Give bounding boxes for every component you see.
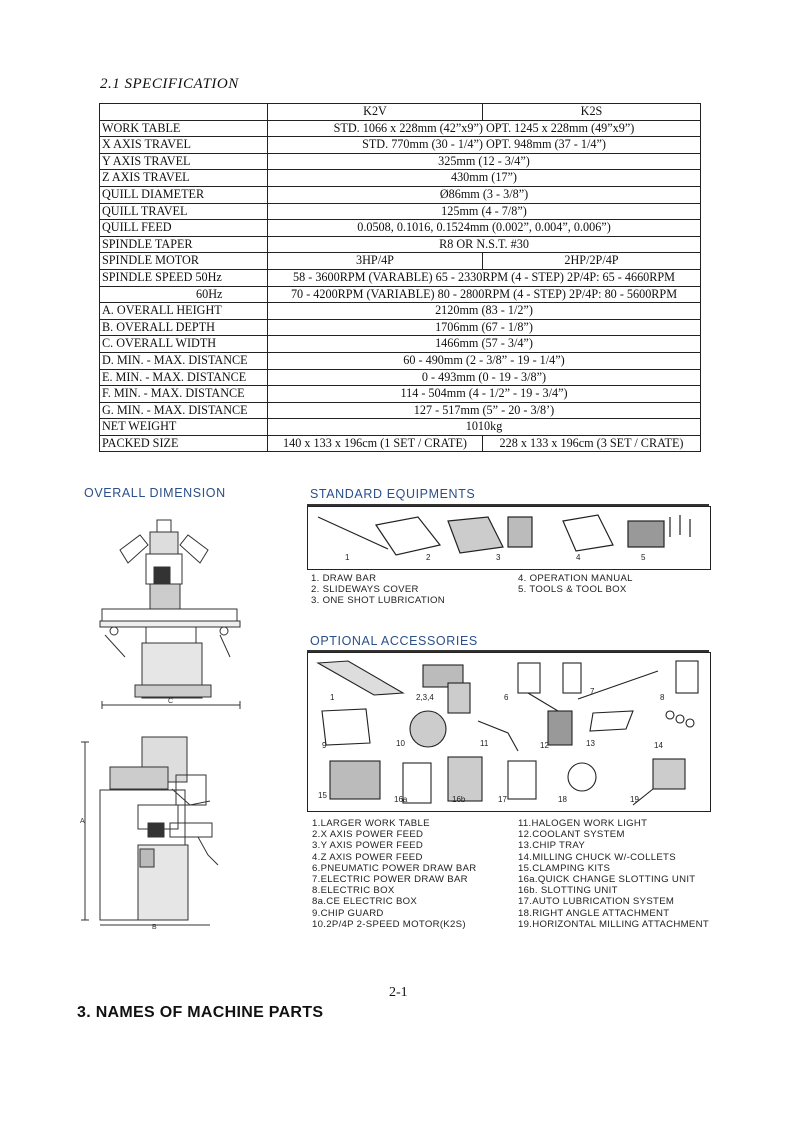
row-label: NET WEIGHT	[100, 419, 268, 436]
table-row	[100, 203, 701, 220]
list-item: 17.AUTO LUBRICATION SYSTEM	[518, 896, 675, 908]
section-title: 2.1 SPECIFICATION	[100, 76, 239, 92]
slideways-cover-icon	[376, 517, 440, 555]
row-value: 0 - 493mm (0 - 19 - 3/8”)	[268, 369, 701, 386]
row-label: SPINDLE MOTOR	[100, 253, 268, 270]
row-value: 325mm (12 - 3/4”)	[268, 153, 701, 170]
opt-fig-num: 10	[396, 739, 405, 748]
table-row	[100, 236, 701, 253]
list-item: 8.ELECTRIC BOX	[312, 885, 395, 897]
list-item: 2. SLIDEWAYS COVER	[311, 584, 419, 596]
opt-fig-num: 16b	[452, 795, 466, 804]
opt-fig-num: 15	[318, 791, 327, 800]
list-item: 19.HORIZONTAL MILLING ATTACHMENT	[518, 918, 710, 930]
row-label: E. MIN. - MAX. DISTANCE	[100, 369, 268, 386]
row-value: STD. 770mm (30 - 1/4”) OPT. 948mm (37 - 1/4”)	[268, 137, 701, 154]
optional-accessories-list-right	[518, 818, 709, 930]
row-value-k2s: 2HP/2P/4P	[483, 253, 701, 270]
table-row	[100, 319, 701, 336]
std-fig-num: 3	[496, 553, 501, 562]
chip-tray-icon	[590, 711, 633, 731]
opt-fig-num: 19	[630, 795, 639, 804]
row-label: QUILL TRAVEL	[100, 203, 268, 220]
list-item: 15.CLAMPING KITS	[518, 862, 611, 874]
list-item: 3.Y AXIS POWER FEED	[312, 840, 424, 852]
standard-equipments-list-right	[518, 573, 633, 595]
page-number: 2-1	[389, 985, 408, 1000]
head-dark	[154, 567, 170, 583]
optional-accessories-figure	[307, 652, 711, 812]
horizontal-milling-icon	[653, 759, 685, 789]
chip-guard-icon	[322, 709, 370, 745]
table-row	[100, 336, 701, 353]
list-item: 12.COOLANT SYSTEM	[518, 829, 625, 841]
list-item: 16a.QUICK CHANGE SLOTTING UNIT	[518, 874, 696, 886]
table-row	[100, 386, 701, 403]
row-label: C. OVERALL WIDTH	[100, 336, 268, 353]
side-ram	[110, 767, 168, 789]
table-row	[100, 419, 701, 436]
table-row	[100, 186, 701, 203]
row-label: D. MIN. - MAX. DISTANCE	[100, 352, 268, 369]
row-label: A. OVERALL HEIGHT	[100, 303, 268, 320]
opt-fig-num: 8	[660, 693, 665, 702]
row-label: F. MIN. - MAX. DISTANCE	[100, 386, 268, 403]
optional-accessories-heading: OPTIONAL ACCESSORIES	[310, 634, 478, 648]
row-value: 127 - 517mm (5” - 20 - 3/8’)	[268, 402, 701, 419]
row-value: 430mm (17”)	[268, 170, 701, 187]
list-item: 18.RIGHT ANGLE ATTACHMENT	[518, 907, 670, 919]
opt-fig-num: 2,3,4	[416, 693, 434, 702]
opt-fig-num: 17	[498, 795, 507, 804]
table-header-cell	[100, 104, 268, 121]
list-item: 14.MILLING CHUCK W/-COLLETS	[518, 851, 676, 863]
opt-fig-num: 14	[654, 741, 663, 750]
table-row	[100, 369, 701, 386]
row-value: 2120mm (83 - 1/2”)	[268, 303, 701, 320]
standard-equipments-illustration	[308, 507, 710, 569]
table-header-cell: K2V	[268, 104, 483, 121]
opt-fig-num: 18	[558, 795, 567, 804]
row-value: 1010kg	[268, 419, 701, 436]
row-label: QUILL FEED	[100, 220, 268, 237]
table-row	[100, 303, 701, 320]
list-item: 3. ONE SHOT LUBRICATION	[311, 595, 445, 607]
row-value: Ø86mm (3 - 3/8”)	[268, 186, 701, 203]
list-item: 13.CHIP TRAY	[518, 840, 586, 852]
row-value: 58 - 3600RPM (VARABLE) 65 - 2330RPM (4 - STEP) 2P/4P: 65 - 4660RPM	[268, 269, 701, 286]
table-row	[100, 253, 701, 270]
table-row	[100, 269, 701, 286]
opt-fig-num: 9	[322, 741, 327, 750]
table-row	[100, 220, 701, 237]
table-header-cell: K2S	[483, 104, 701, 121]
row-label: QUILL DIAMETER	[100, 186, 268, 203]
list-item: 6.PNEUMATIC POWER DRAW BAR	[312, 862, 477, 874]
larger-work-table-icon	[318, 661, 403, 695]
table-row	[100, 435, 701, 452]
row-label: G. MIN. - MAX. DISTANCE	[100, 402, 268, 419]
table-row	[100, 402, 701, 419]
row-value: R8 OR N.S.T. #30	[268, 236, 701, 253]
motor-body	[150, 532, 178, 554]
row-value-k2v: 140 x 133 x 196cm (1 SET / CRATE)	[268, 435, 483, 452]
opt-fig-num: 13	[586, 739, 595, 748]
std-fig-num: 1	[345, 553, 350, 562]
standard-equipments-heading: STANDARD EQUIPMENTS	[310, 487, 476, 501]
opt-fig-num: 6	[504, 693, 509, 702]
list-item: 4. OPERATION MANUAL	[518, 573, 633, 584]
motor-icon	[410, 711, 446, 747]
table-row	[100, 352, 701, 369]
optional-accessories-illustration	[308, 653, 710, 811]
row-value: STD. 1066 x 228mm (42”x9”) OPT. 1245 x 228mm (49”x9”)	[268, 120, 701, 137]
row-value: 70 - 4200RPM (VARIABLE) 80 - 2800RPM (4 - STEP) 2P/4P: 80 - 5600RPM	[268, 286, 701, 303]
power-draw-bar-icon	[518, 663, 540, 693]
dim-letter-c: C	[168, 698, 174, 705]
opt-fig-num: 1	[330, 693, 335, 702]
column-top	[150, 584, 180, 609]
lubrication-pump-icon	[448, 517, 503, 553]
draw-bar-icon	[318, 517, 388, 549]
table-row	[100, 153, 701, 170]
row-value-k2s: 228 x 133 x 196cm (3 SET / CRATE)	[483, 435, 701, 452]
dim-letter-b: B	[152, 924, 157, 930]
motor-top	[157, 520, 171, 532]
row-label: Y AXIS TRAVEL	[100, 153, 268, 170]
row-label: X AXIS TRAVEL	[100, 137, 268, 154]
list-item: 1. DRAW BAR	[311, 573, 377, 584]
row-label: WORK TABLE	[100, 120, 268, 137]
specification-table	[99, 103, 701, 452]
list-item: 8a.CE ELECTRIC BOX	[312, 896, 418, 908]
list-item: 2.X AXIS POWER FEED	[312, 829, 424, 841]
electric-box-icon	[676, 661, 698, 693]
standard-equipments-figure	[307, 506, 711, 570]
auto-lubrication-icon	[508, 761, 536, 799]
row-label: SPINDLE SPEED 50Hz	[100, 269, 268, 286]
table-row	[100, 286, 701, 303]
row-value: 0.0508, 0.1016, 0.1524mm (0.002”, 0.004”, 0.006”)	[268, 220, 701, 237]
optional-accessories-list-left	[312, 818, 477, 930]
list-item: 1.LARGER WORK TABLE	[312, 818, 430, 829]
table-row	[100, 137, 701, 154]
standard-equipments-list-left	[311, 573, 445, 607]
list-item: 11.HALOGEN WORK LIGHT	[518, 818, 648, 829]
row-value: 1706mm (67 - 1/8”)	[268, 319, 701, 336]
ram-left	[120, 535, 148, 563]
table-header-row	[100, 104, 701, 121]
right-angle-attachment-icon	[568, 763, 596, 791]
next-section-heading: 3. NAMES OF MACHINE PARTS	[77, 1004, 324, 1021]
std-fig-num: 2	[426, 553, 431, 562]
list-item: 4.Z AXIS POWER FEED	[312, 851, 423, 863]
std-fig-num: 4	[576, 553, 581, 562]
opt-fig-num: 16a	[394, 795, 408, 804]
row-value: 1466mm (57 - 3/4”)	[268, 336, 701, 353]
list-item: 10.2P/4P 2-SPEED MOTOR(K2S)	[312, 918, 466, 930]
row-value: 114 - 504mm (4 - 1/2” - 19 - 3/4”)	[268, 386, 701, 403]
dim-letter-a: A	[80, 818, 85, 825]
row-label: Z AXIS TRAVEL	[100, 170, 268, 187]
coolant-system-icon	[548, 711, 572, 745]
opt-fig-num: 12	[540, 741, 549, 750]
row-value: 125mm (4 - 7/8”)	[268, 203, 701, 220]
table	[102, 609, 237, 621]
list-item: 5. TOOLS & TOOL BOX	[518, 584, 627, 596]
row-value-k2v: 3HP/4P	[268, 253, 483, 270]
list-item: 9.CHIP GUARD	[312, 907, 384, 919]
row-label: PACKED SIZE	[100, 435, 268, 452]
opt-fig-num: 11	[480, 739, 489, 748]
table-row	[100, 170, 701, 187]
base	[135, 685, 211, 697]
table-row	[100, 120, 701, 137]
row-value: 60 - 490mm (2 - 3/8” - 19 - 1/4”)	[268, 352, 701, 369]
clamping-kit-icon	[330, 761, 380, 799]
std-fig-num: 5	[641, 553, 646, 562]
list-item: 16b. SLOTTING UNIT	[518, 885, 618, 897]
opt-fig-num: 7	[590, 687, 595, 696]
overall-dimension-drawing	[80, 505, 300, 930]
list-item: 7.ELECTRIC POWER DRAW BAR	[312, 874, 468, 886]
overall-dimension-heading: OVERALL DIMENSION	[84, 486, 226, 500]
ram-right	[180, 535, 208, 563]
row-label: 60Hz	[100, 286, 268, 303]
row-label: B. OVERALL DEPTH	[100, 319, 268, 336]
row-label: SPINDLE TAPER	[100, 236, 268, 253]
tool-box-icon	[628, 521, 664, 547]
operation-manual-icon	[563, 515, 613, 551]
